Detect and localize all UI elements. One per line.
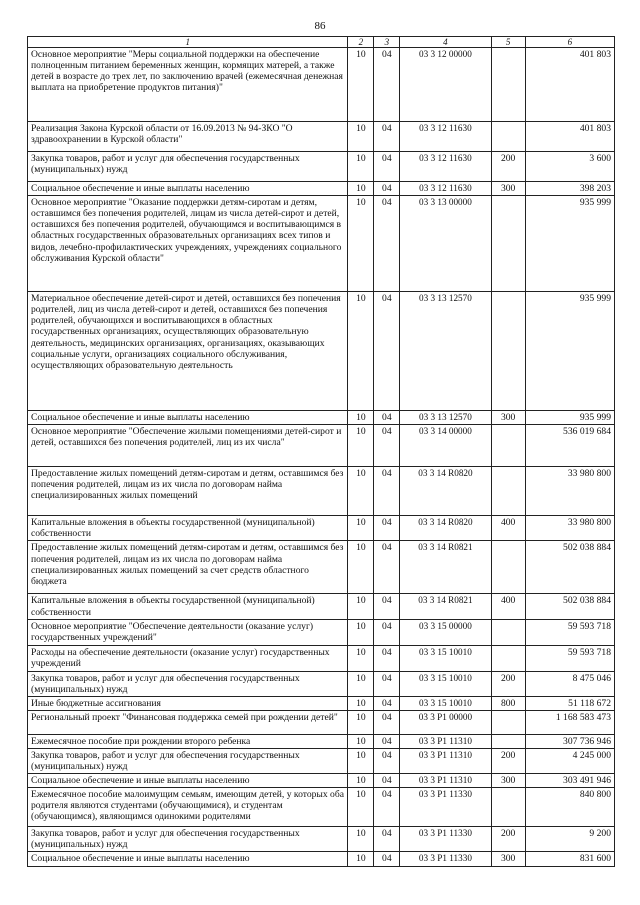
expense-type-cell: 200 xyxy=(491,152,525,182)
row-name-cell: Ежемесячное пособие малоимущим семьям, имеющим детей, у которых оба родителя являются студентами (обучающимися), и студентам (обучающимся), являющимся одинокими родителями xyxy=(28,787,348,826)
expense-type-cell: 300 xyxy=(491,773,525,787)
target-article-cell: 03 3 P1 11310 xyxy=(400,748,491,773)
row-name-cell: Материальное обеспечение детей-сирот и детей, оставшихся без попечения родителей, лиц из числа детей-сирот и детей, оставшихся без попечения родителей, обучающихся и воспитывающихся в областных государственных организациях, осуществляющих образовательную деятельность, медицинских организациях, организациях, оказывающих социальные услуги, организациях социального обслуживания, осуществляющих образовательную деятельность xyxy=(28,292,348,411)
expense-type-cell xyxy=(491,196,525,292)
target-article-cell: 03 3 14 R0820 xyxy=(400,516,491,541)
target-article-cell: 03 3 13 00000 xyxy=(400,196,491,292)
section-cell: 10 xyxy=(348,696,374,710)
subsection-cell: 04 xyxy=(374,710,400,734)
subsection-cell: 04 xyxy=(374,516,400,541)
section-cell: 10 xyxy=(348,851,374,866)
expense-type-cell: 800 xyxy=(491,696,525,710)
amount-cell: 935 999 xyxy=(525,411,614,425)
section-cell: 10 xyxy=(348,645,374,671)
amount-cell: 831 600 xyxy=(525,851,614,866)
expense-type-cell xyxy=(491,467,525,516)
budget-table xyxy=(27,36,615,867)
expense-type-cell: 200 xyxy=(491,671,525,696)
section-cell: 10 xyxy=(348,48,374,122)
table-row xyxy=(28,467,615,516)
section-cell: 10 xyxy=(348,292,374,411)
subsection-cell: 04 xyxy=(374,48,400,122)
table-row xyxy=(28,594,615,619)
subsection-cell: 04 xyxy=(374,467,400,516)
table-row xyxy=(28,671,615,696)
table-row xyxy=(28,516,615,541)
target-article-cell: 03 3 14 R0821 xyxy=(400,541,491,594)
row-name-cell: Основное мероприятие "Обеспечение деятельности (оказание услуг) государственных учреждений" xyxy=(28,619,348,645)
expense-type-cell: 400 xyxy=(491,594,525,619)
table-row xyxy=(28,773,615,787)
expense-type-cell xyxy=(491,710,525,734)
subsection-cell: 04 xyxy=(374,594,400,619)
target-article-cell: 03 3 15 10010 xyxy=(400,696,491,710)
amount-cell: 536 019 684 xyxy=(525,425,614,467)
subsection-cell: 04 xyxy=(374,122,400,152)
expense-type-cell xyxy=(491,292,525,411)
table-row xyxy=(28,196,615,292)
amount-cell: 33 980 800 xyxy=(525,516,614,541)
section-cell: 10 xyxy=(348,196,374,292)
subsection-cell: 04 xyxy=(374,292,400,411)
row-name-cell: Социальное обеспечение и иные выплаты населению xyxy=(28,182,348,196)
header-cell: 6 xyxy=(525,37,614,48)
table-row xyxy=(28,292,615,411)
target-article-cell: 03 3 15 10010 xyxy=(400,645,491,671)
section-cell: 10 xyxy=(348,411,374,425)
expense-type-cell xyxy=(491,48,525,122)
table-row xyxy=(28,619,615,645)
amount-cell: 33 980 800 xyxy=(525,467,614,516)
target-article-cell: 03 3 P1 11310 xyxy=(400,773,491,787)
amount-cell: 398 203 xyxy=(525,182,614,196)
subsection-cell: 04 xyxy=(374,734,400,748)
section-cell: 10 xyxy=(348,619,374,645)
section-cell: 10 xyxy=(348,425,374,467)
target-article-cell: 03 3 P1 11330 xyxy=(400,787,491,826)
section-cell: 10 xyxy=(348,734,374,748)
row-name-cell: Социальное обеспечение и иные выплаты населению xyxy=(28,773,348,787)
table-row xyxy=(28,851,615,866)
row-name-cell: Расходы на обеспечение деятельности (оказание услуг) государственных учреждений xyxy=(28,645,348,671)
table-row xyxy=(28,411,615,425)
amount-cell: 9 200 xyxy=(525,826,614,851)
subsection-cell: 04 xyxy=(374,152,400,182)
subsection-cell: 04 xyxy=(374,748,400,773)
subsection-cell: 04 xyxy=(374,851,400,866)
subsection-cell: 04 xyxy=(374,182,400,196)
expense-type-cell xyxy=(491,645,525,671)
subsection-cell: 04 xyxy=(374,196,400,292)
row-name-cell: Основное мероприятие "Обеспечение жилыми помещениями детей-сирот и детей, оставшихся без попечения родителей, лиц из их числа" xyxy=(28,425,348,467)
amount-cell: 502 038 884 xyxy=(525,594,614,619)
expense-type-cell: 300 xyxy=(491,851,525,866)
section-cell: 10 xyxy=(348,710,374,734)
table-row xyxy=(28,48,615,122)
row-name-cell: Иные бюджетные ассигнования xyxy=(28,696,348,710)
table-row xyxy=(28,696,615,710)
table-row xyxy=(28,425,615,467)
subsection-cell: 04 xyxy=(374,541,400,594)
table-row xyxy=(28,182,615,196)
row-name-cell: Предоставление жилых помещений детям-сиротам и детям, оставшимся без попечения родителей, лицам из их числа по договорам найма специализированных жилых помещений xyxy=(28,467,348,516)
subsection-cell: 04 xyxy=(374,787,400,826)
target-article-cell: 03 3 15 00000 xyxy=(400,619,491,645)
amount-cell: 8 475 046 xyxy=(525,671,614,696)
row-name-cell: Региональный проект "Финансовая поддержка семей при рождении детей" xyxy=(28,710,348,734)
expense-type-cell: 200 xyxy=(491,826,525,851)
amount-cell: 307 736 946 xyxy=(525,734,614,748)
section-cell: 10 xyxy=(348,182,374,196)
subsection-cell: 04 xyxy=(374,696,400,710)
amount-cell: 502 038 884 xyxy=(525,541,614,594)
row-name-cell: Капитальные вложения в объекты государственной (муниципальной) собственности xyxy=(28,594,348,619)
table-row xyxy=(28,787,615,826)
amount-cell: 401 803 xyxy=(525,122,614,152)
target-article-cell: 03 3 13 12570 xyxy=(400,292,491,411)
expense-type-cell: 300 xyxy=(491,411,525,425)
row-name-cell: Основное мероприятие "Меры социальной поддержки на обеспечение полноценным питанием беременных женщин, кормящих матерей, а также детей в возрасте до трех лет, по заключению врачей (ежемесячная денежная выплата на приобретение продуктов питания)" xyxy=(28,48,348,122)
target-article-cell: 03 3 12 11630 xyxy=(400,122,491,152)
target-article-cell: 03 3 12 11630 xyxy=(400,182,491,196)
target-article-cell: 03 3 P1 11310 xyxy=(400,734,491,748)
section-cell: 10 xyxy=(348,594,374,619)
section-cell: 10 xyxy=(348,671,374,696)
subsection-cell: 04 xyxy=(374,619,400,645)
target-article-cell: 03 3 P1 11330 xyxy=(400,851,491,866)
row-name-cell: Ежемесячное пособие при рождении второго ребенка xyxy=(28,734,348,748)
section-cell: 10 xyxy=(348,516,374,541)
target-article-cell: 03 3 12 11630 xyxy=(400,152,491,182)
table-row xyxy=(28,826,615,851)
target-article-cell: 03 3 14 00000 xyxy=(400,425,491,467)
header-cell: 2 xyxy=(348,37,374,48)
expense-type-cell xyxy=(491,787,525,826)
row-name-cell: Закупка товаров, работ и услуг для обеспечения государственных (муниципальных) нужд xyxy=(28,826,348,851)
page-number: 86 xyxy=(314,20,326,32)
amount-cell: 935 999 xyxy=(525,196,614,292)
amount-cell: 51 118 672 xyxy=(525,696,614,710)
expense-type-cell xyxy=(491,541,525,594)
table-row xyxy=(28,541,615,594)
table-row xyxy=(28,748,615,773)
expense-type-cell xyxy=(491,619,525,645)
row-name-cell: Закупка товаров, работ и услуг для обеспечения государственных (муниципальных) нужд xyxy=(28,671,348,696)
row-name-cell: Предоставление жилых помещений детям-сиротам и детям, оставшимся без попечения родителей, лицам из их числа по договорам найма специализированных жилых помещений за счет средств областного бюджета xyxy=(28,541,348,594)
target-article-cell: 03 3 14 R0821 xyxy=(400,594,491,619)
row-name-cell: Социальное обеспечение и иные выплаты населению xyxy=(28,851,348,866)
expense-type-cell: 200 xyxy=(491,748,525,773)
table-row xyxy=(28,152,615,182)
row-name-cell: Закупка товаров, работ и услуг для обеспечения государственных (муниципальных) нужд xyxy=(28,748,348,773)
header-cell: 5 xyxy=(491,37,525,48)
amount-cell: 840 800 xyxy=(525,787,614,826)
subsection-cell: 04 xyxy=(374,773,400,787)
expense-type-cell xyxy=(491,734,525,748)
table-row xyxy=(28,122,615,152)
amount-cell: 3 600 xyxy=(525,152,614,182)
row-name-cell: Капитальные вложения в объекты государственной (муниципальной) собственности xyxy=(28,516,348,541)
header-cell: 3 xyxy=(374,37,400,48)
table-row xyxy=(28,645,615,671)
section-cell: 10 xyxy=(348,787,374,826)
amount-cell: 1 168 583 473 xyxy=(525,710,614,734)
subsection-cell: 04 xyxy=(374,411,400,425)
subsection-cell: 04 xyxy=(374,671,400,696)
section-cell: 10 xyxy=(348,467,374,516)
row-name-cell: Закупка товаров, работ и услуг для обеспечения государственных (муниципальных) нужд xyxy=(28,152,348,182)
target-article-cell: 03 3 14 R0820 xyxy=(400,467,491,516)
table-row xyxy=(28,734,615,748)
section-cell: 10 xyxy=(348,773,374,787)
header-cell: 4 xyxy=(400,37,491,48)
target-article-cell: 03 3 12 00000 xyxy=(400,48,491,122)
row-name-cell: Основное мероприятие "Оказание поддержки детям-сиротам и детям, оставшимся без попечения родителей, лицам из числа детей-сирот и детей, оставшихся без попечения родителей, обучающимся и воспитывающимся в областных государственных образовательных организациях всех типов и видов, лечебно-профилактических учреждениях, учреждениях социального обслуживания Курской области" xyxy=(28,196,348,292)
expense-type-cell xyxy=(491,122,525,152)
expense-type-cell: 300 xyxy=(491,182,525,196)
table-row xyxy=(28,710,615,734)
target-article-cell: 03 3 15 10010 xyxy=(400,671,491,696)
table-header-row xyxy=(28,37,615,48)
amount-cell: 401 803 xyxy=(525,48,614,122)
amount-cell: 303 491 946 xyxy=(525,773,614,787)
section-cell: 10 xyxy=(348,748,374,773)
amount-cell: 935 999 xyxy=(525,292,614,411)
header-cell: 1 xyxy=(28,37,348,48)
target-article-cell: 03 3 13 12570 xyxy=(400,411,491,425)
subsection-cell: 04 xyxy=(374,645,400,671)
expense-type-cell: 400 xyxy=(491,516,525,541)
amount-cell: 59 593 718 xyxy=(525,645,614,671)
section-cell: 10 xyxy=(348,122,374,152)
row-name-cell: Реализация Закона Курской области от 16.09.2013 № 94-ЗКО "О здравоохранении в Курской области" xyxy=(28,122,348,152)
section-cell: 10 xyxy=(348,541,374,594)
amount-cell: 4 245 000 xyxy=(525,748,614,773)
section-cell: 10 xyxy=(348,826,374,851)
row-name-cell: Социальное обеспечение и иные выплаты населению xyxy=(28,411,348,425)
target-article-cell: 03 3 P1 00000 xyxy=(400,710,491,734)
amount-cell: 59 593 718 xyxy=(525,619,614,645)
section-cell: 10 xyxy=(348,152,374,182)
subsection-cell: 04 xyxy=(374,425,400,467)
target-article-cell: 03 3 P1 11330 xyxy=(400,826,491,851)
subsection-cell: 04 xyxy=(374,826,400,851)
expense-type-cell xyxy=(491,425,525,467)
